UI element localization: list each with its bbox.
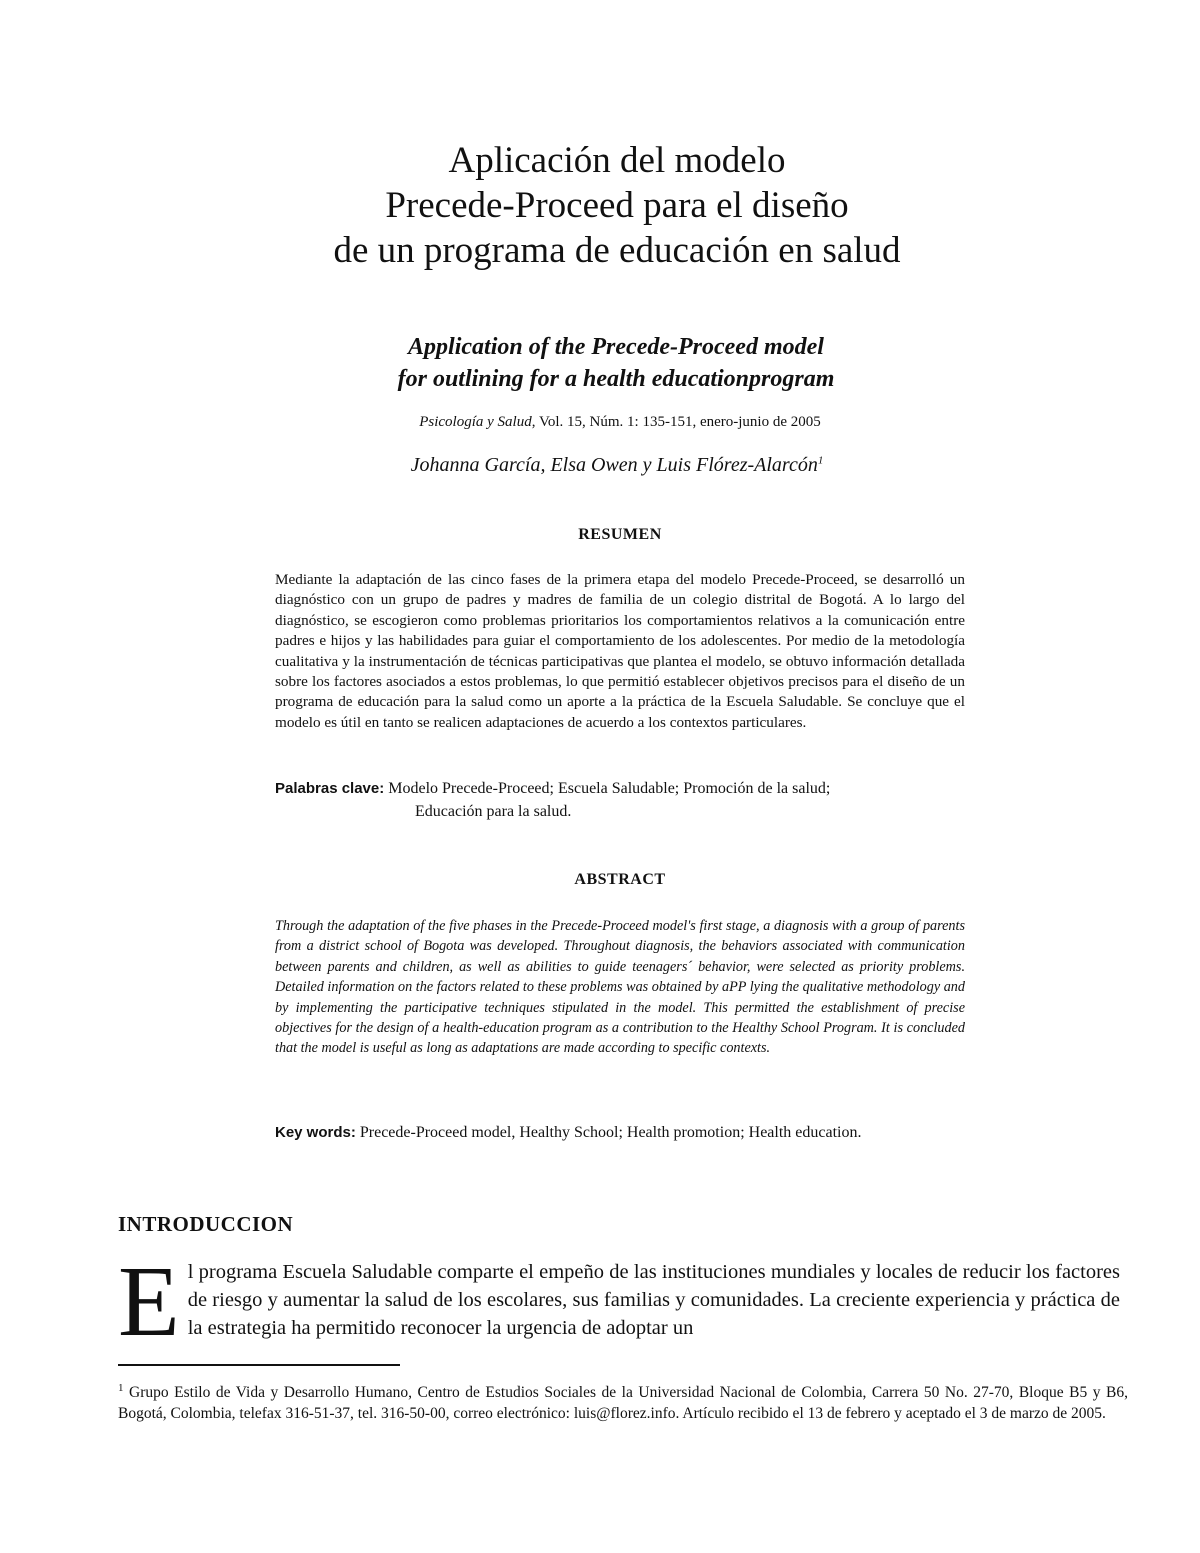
author-names: Johanna García, Elsa Owen y Luis Flórez-Alarcón <box>410 454 818 476</box>
footnote-number: 1 <box>118 1382 124 1394</box>
title-line: Precede-Proceed para el diseño <box>385 185 849 226</box>
abstract-text: Through the adaptation of the five phases in the Precede-Proceed model's first stage, a diagnosis with a group of parents from a district school of Bogota was developed. Throughout diagnosis, the behaviors associated with communication between parents and children, as well as abilities to guide teenagers´ behavior, were selected as priority problems. Detailed information on the factors related to these problems was obtained by aPP lying the qualitative methodology and by implementing the participative techniques stipulated in the model. This permitted the establishment of precise objectives for the design of a health-education program as a contribution to the Healthy School Program. It is concluded that the model is useful as long as adaptations are made according to specific contexts. <box>275 918 965 1057</box>
introduction-paragraph <box>118 1245 1120 1357</box>
title-line: Application of the Precede-Proceed model <box>408 334 824 360</box>
title-spanish <box>0 138 1200 273</box>
keywords-text: Modelo Precede-Proceed; Escuela Saludable; Promoción de la salud; <box>384 780 831 797</box>
title-english <box>0 331 1200 395</box>
keywords-text: Precede-Proceed model, Healthy School; Health promotion; Health education. <box>355 1124 862 1141</box>
resumen-heading: RESUMEN <box>578 526 662 543</box>
footnote-divider <box>118 1364 400 1366</box>
drop-cap: E <box>118 1245 180 1357</box>
authors <box>0 454 1200 477</box>
journal-name: Psicología y Salud <box>419 414 532 430</box>
keywords-label: Key words: <box>275 1124 356 1141</box>
keywords-label: Palabras clave: <box>275 780 385 797</box>
citation <box>0 414 1200 431</box>
title-line: Aplicación del modelo <box>448 140 786 181</box>
title-line: for outlining for a health educationprogram <box>397 366 835 392</box>
title-line: de un programa de educación en salud <box>333 230 901 271</box>
introduction-text: l programa Escuela Saludable comparte el empeño de las instituciones mundiales y locales de reducir los factores de riesgo y aumentar la salud de los escolares, sus familias y comunidades. La creciente experiencia y práctica de la estrategia ha permitido reconocer la urgencia de adoptar un <box>187 1261 1120 1339</box>
footnote-mark: 1 <box>817 454 824 467</box>
resumen-keywords <box>275 777 975 823</box>
resumen-text: Mediante la adaptación de las cinco fases de la primera etapa del modelo Precede-Proceed, se desarrolló un diagnóstico con un grupo de padres y madres de familia de un colegio distrital de Bogotá. A lo largo del diagnóstico, se escogieron como problemas prioritarios los comportamientos relativos a la comunicación entre padres e hijos y las habilidades para guiar el comportamiento de los adolescentes. Por medio de la metodología cualitativa y la instrumentación de técnicas participativas que plantea el modelo, se obtuvo información detallada sobre los factores asociados a estos problemas, lo que permitió establecer objetivos precisos para el diseño de un programa de educación para la salud como un aporte a la práctica de la Escuela Saludable. Se concluye que el modelo es útil en tanto se realicen adaptaciones de acuerdo a los contextos particulares. <box>275 571 965 731</box>
footnote <box>118 1378 1128 1424</box>
abstract-heading: ABSTRACT <box>574 871 666 888</box>
footnote-text: Grupo Estilo de Vida y Desarrollo Humano, Centro de Estudios Sociales de la Universidad Nacional de Colombia, Carrera 50 No. 27-70, Bloque B5 y B6, Bogotá, Colombia, telefax 316-51-37, tel. 316-50-00, correo electrónico: luis@florez.info. Artículo recibido el 13 de febrero y aceptado el 3 de marzo de 2005. <box>118 1384 1128 1423</box>
introduction-heading: INTRODUCCION <box>118 1212 294 1236</box>
citation-details: , Vol. 15, Núm. 1: 135-151, enero-junio de 2005 <box>531 414 821 430</box>
keywords-text-continued: Educación para la salud. <box>415 803 572 820</box>
abstract-keywords <box>275 1121 975 1144</box>
